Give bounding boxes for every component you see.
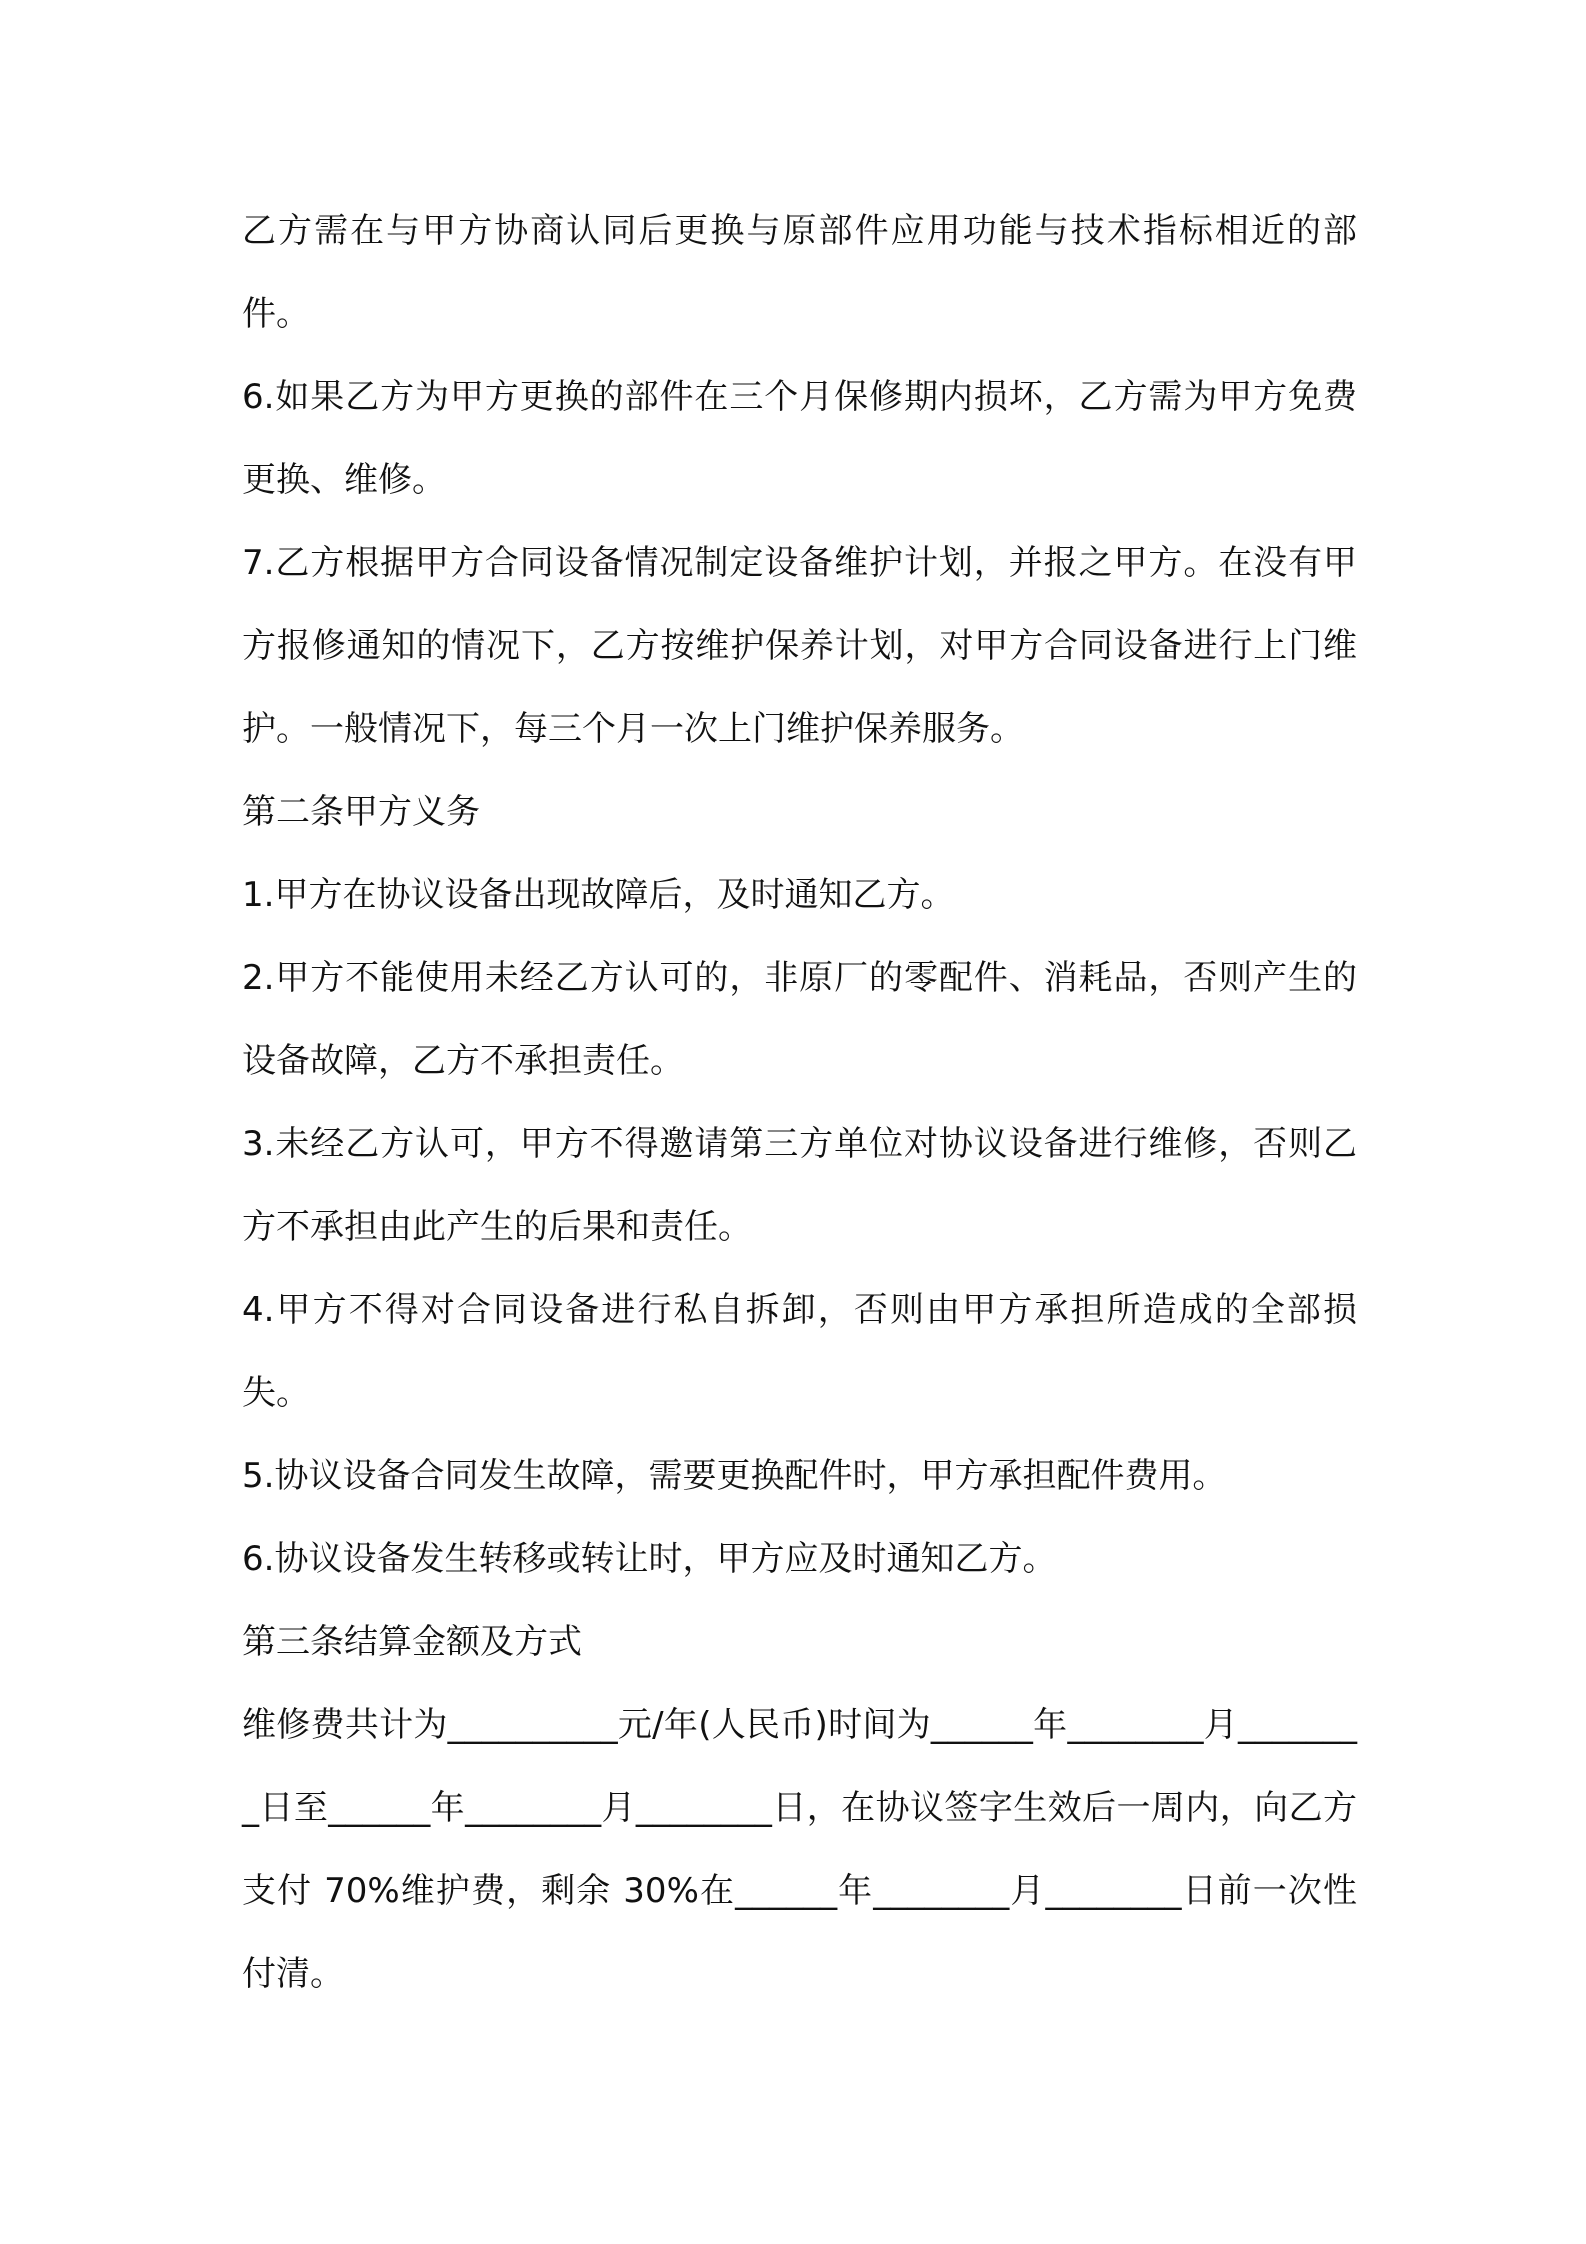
paragraph-settlement-terms: 维修费共计为__________元/年(人民币)时间为______年________月________日至______年________月________日，在协议签字生效后一周内，向乙方支付 70%维护费，剩余 30%在______年________月________日前一次性付清。 xyxy=(242,1705,1357,1994)
paragraph-obligation-3: 3.未经乙方认可，甲方不得邀请第三方单位对协议设备进行维修，否则乙方不承担由此产生的后果和责任。 xyxy=(242,1124,1357,1247)
paragraph-item-7-maintenance-plan: 7.乙方根据甲方合同设备情况制定设备维护计划，并报之甲方。在没有甲方报修通知的情况下，乙方按维护保养计划，对甲方合同设备进行上门维护。一般情况下，每三个月一次上门维护保养服务。 xyxy=(242,543,1357,749)
document-body xyxy=(242,190,1357,2016)
paragraph-obligation-6: 6.协议设备发生转移或转让时，甲方应及时通知乙方。 xyxy=(242,1539,1057,1579)
paragraph-obligation-5: 5.协议设备合同发生故障，需要更换配件时，甲方承担配件费用。 xyxy=(242,1456,1227,1496)
paragraph-obligation-4: 4.甲方不得对合同设备进行私自拆卸，否则由甲方承担所造成的全部损失。 xyxy=(242,1290,1357,1413)
paragraph-item-6-warranty: 6.如果乙方为甲方更换的部件在三个月保修期内损坏，乙方需为甲方免费更换、维修。 xyxy=(242,377,1357,500)
paragraph-obligation-1: 1.甲方在协议设备出现故障后，及时通知乙方。 xyxy=(242,875,955,915)
paragraph-obligation-2: 2.甲方不能使用未经乙方认可的，非原厂的零配件、消耗品，否则产生的设备故障，乙方不承担责任。 xyxy=(242,958,1357,1081)
section-heading-article-3: 第三条结算金额及方式 xyxy=(242,1622,582,1662)
section-heading-article-2: 第二条甲方义务 xyxy=(242,792,480,832)
paragraph-part-replacement-continued: 乙方需在与甲方协商认同后更换与原部件应用功能与技术指标相近的部件。 xyxy=(242,211,1357,334)
